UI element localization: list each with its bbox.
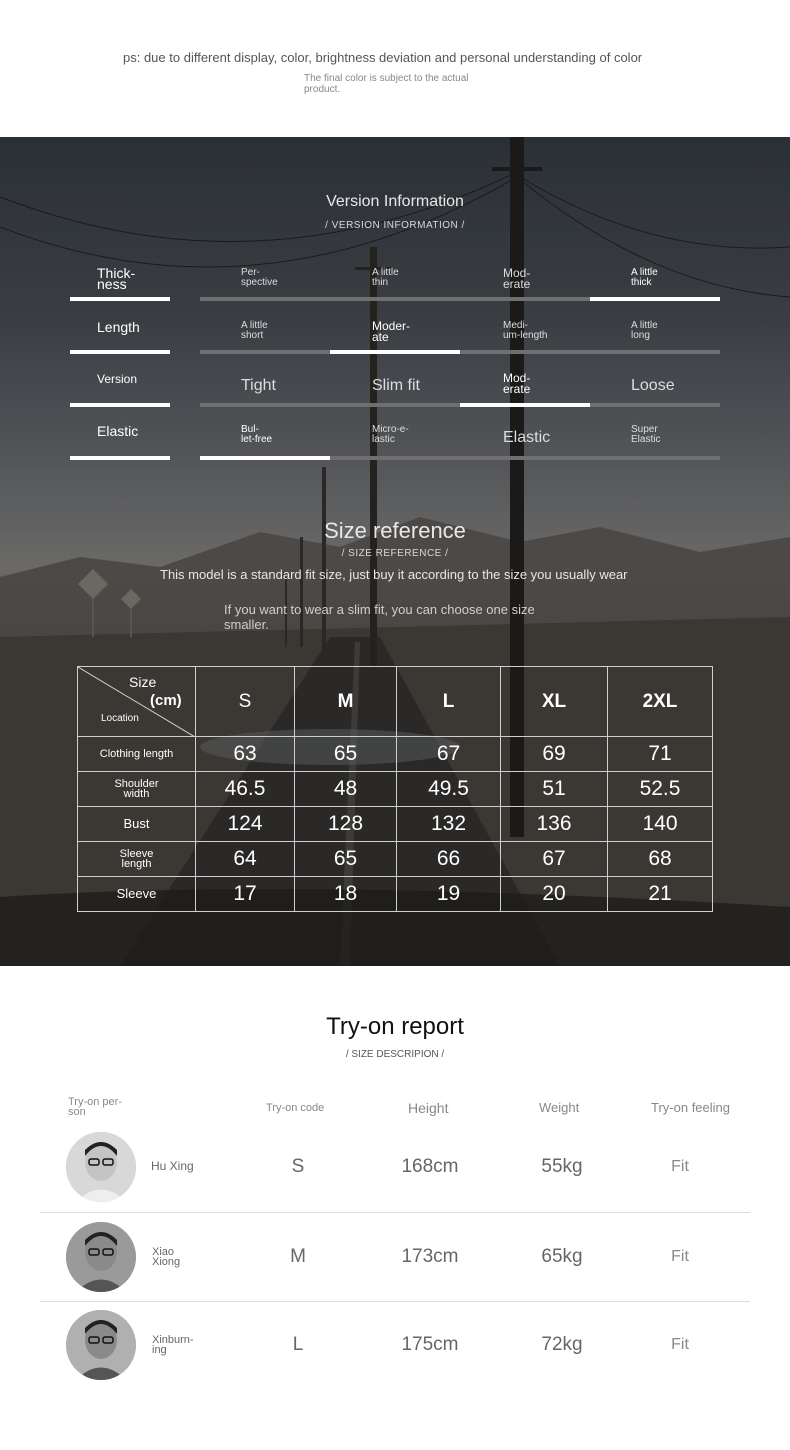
version-row-label: Elastic: [97, 423, 139, 439]
tryon-avatar: [66, 1310, 136, 1380]
version-option: A little thin: [372, 267, 399, 288]
version-option: Mod- erate: [503, 266, 531, 291]
size-header: S: [196, 667, 295, 737]
version-option: Micro-e- lastic: [372, 424, 409, 445]
tryon-code: L: [292, 1334, 304, 1355]
tryon-avatar: [66, 1132, 136, 1202]
size-value-cell: 64: [196, 842, 295, 877]
size-header: M: [295, 667, 397, 737]
size-reference-title: Size reference: [324, 518, 466, 543]
size-row-label: Clothing length: [78, 737, 196, 772]
size-row-label: Bust: [78, 807, 196, 842]
size-value-cell: 69: [501, 737, 608, 772]
version-row-label-underline: [70, 456, 170, 460]
tryon-weight: 65kg: [541, 1246, 583, 1267]
tryon-weight: 55kg: [541, 1156, 583, 1177]
size-table: [77, 666, 713, 912]
tryon-header-person: Try-on per- son: [68, 1096, 122, 1118]
size-value-cell: 49.5: [397, 772, 501, 807]
size-header: XL: [501, 667, 608, 737]
tryon-height: 168cm: [401, 1156, 459, 1177]
size-value-cell: 20: [501, 877, 608, 912]
tryon-header-height: Height: [408, 1100, 449, 1116]
version-row-selected-indicator: [330, 350, 460, 354]
size-corner-location: Location: [101, 713, 139, 724]
size-value-cell: 66: [397, 842, 501, 877]
size-value-cell: 68: [608, 842, 713, 877]
version-option: A little long: [631, 320, 658, 341]
version-row-label: Version: [97, 372, 138, 386]
tryon-height: 173cm: [401, 1246, 459, 1267]
size-value-cell: 132: [397, 807, 501, 842]
version-option: Elastic: [503, 429, 551, 446]
tryon-person-name: Xinburn- ing: [152, 1334, 194, 1356]
size-value-cell: 71: [608, 737, 713, 772]
size-value-cell: 48: [295, 772, 397, 807]
size-row-label: Shoulder width: [78, 772, 196, 807]
tryon-feeling: Fit: [671, 1248, 689, 1265]
size-value-cell: 67: [501, 842, 608, 877]
size-value-cell: 140: [608, 807, 713, 842]
tryon-weight: 72kg: [541, 1334, 583, 1355]
version-row-selected-indicator: [200, 456, 330, 460]
tryon-avatar: [66, 1222, 136, 1292]
size-value-cell: 65: [295, 737, 397, 772]
size-table-corner: [78, 667, 196, 737]
version-option: A little thick: [631, 267, 658, 288]
version-info-subtitle: / VERSION INFORMATION /: [325, 220, 465, 231]
version-row-selected-indicator: [590, 297, 720, 301]
version-row-label: Length: [97, 319, 140, 335]
size-value-cell: 63: [196, 737, 295, 772]
size-advice-text: This model is a standard fit size, just buy it according to the size you usually wear: [160, 567, 628, 582]
tryon-code: S: [291, 1156, 305, 1177]
version-row-label-underline: [70, 297, 170, 301]
tryon-header-code: Try-on code: [266, 1102, 325, 1114]
size-value-cell: 67: [397, 737, 501, 772]
color-disclaimer-sub: The final color is subject to the actual product.: [304, 73, 469, 95]
size-value-cell: 136: [501, 807, 608, 842]
size-value-cell: 19: [397, 877, 501, 912]
size-row-label: Sleeve: [78, 877, 196, 912]
size-header: 2XL: [608, 667, 713, 737]
size-value-cell: 18: [295, 877, 397, 912]
size-value-cell: 124: [196, 807, 295, 842]
version-row-label: Thick- ness: [97, 265, 136, 292]
size-value-cell: 65: [295, 842, 397, 877]
version-option: Medi- um-length: [503, 320, 548, 341]
person-photo-icon: [66, 1222, 136, 1292]
version-row-selected-indicator: [460, 403, 590, 407]
tryon-feeling: Fit: [671, 1336, 689, 1353]
version-row-track: [200, 350, 720, 354]
size-reference-subtitle: / SIZE REFERENCE /: [341, 548, 449, 559]
version-option: Per- spective: [241, 267, 278, 288]
version-option: Super Elastic: [631, 424, 661, 445]
size-corner-label: Size: [129, 674, 157, 690]
version-option: Loose: [631, 377, 675, 394]
slim-fit-advice-text: If you want to wear a slim fit, you can choose one size smaller.: [224, 602, 535, 632]
version-option: A little short: [241, 320, 268, 341]
tryon-person-name: Xiao Xiong: [152, 1246, 181, 1268]
version-option: Moder- ate: [372, 319, 411, 344]
tryon-row-divider: [40, 1212, 750, 1213]
size-value-cell: 51: [501, 772, 608, 807]
person-photo-icon: [66, 1310, 136, 1380]
version-option: Slim fit: [372, 377, 420, 394]
size-value-cell: 46.5: [196, 772, 295, 807]
version-option: Tight: [241, 377, 276, 394]
version-option: Mod- erate: [503, 371, 531, 396]
tryon-report-title: Try-on report: [326, 1013, 464, 1040]
person-photo-icon: [66, 1132, 136, 1202]
size-corner-unit: (cm): [150, 692, 182, 709]
tryon-person-name: Hu Xing: [151, 1159, 194, 1173]
tryon-header-feeling: Try-on feeling: [651, 1100, 730, 1115]
tryon-header-weight: Weight: [539, 1100, 580, 1115]
size-value-cell: 52.5: [608, 772, 713, 807]
size-value-cell: 128: [295, 807, 397, 842]
tryon-report-subtitle: / SIZE DESCRIPION /: [345, 1049, 445, 1060]
color-disclaimer: ps: due to different display, color, brightness deviation and personal understanding of color: [123, 50, 643, 65]
tryon-feeling: Fit: [671, 1158, 689, 1175]
size-header: L: [397, 667, 501, 737]
version-info-title: Version Information: [326, 193, 464, 210]
tryon-row-divider: [40, 1301, 750, 1302]
tryon-height: 175cm: [401, 1334, 459, 1355]
version-option: Bul- let-free: [241, 424, 273, 445]
size-value-cell: 21: [608, 877, 713, 912]
tryon-code: M: [290, 1246, 306, 1267]
size-value-cell: 17: [196, 877, 295, 912]
version-row-label-underline: [70, 350, 170, 354]
size-row-label: Sleeve length: [78, 842, 196, 877]
version-row-label-underline: [70, 403, 170, 407]
